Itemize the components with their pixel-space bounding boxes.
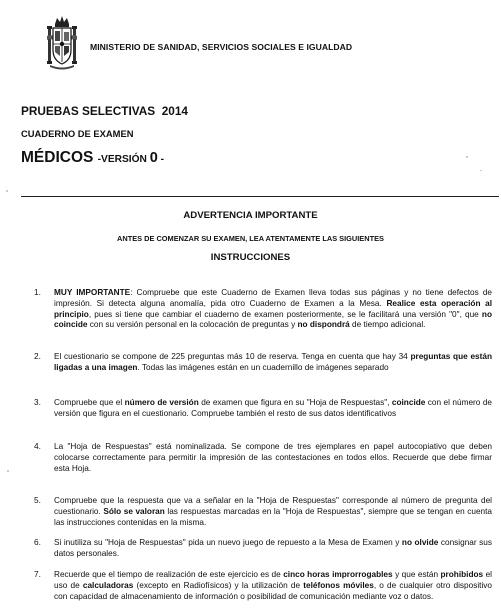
instruction-item: [34, 398, 492, 420]
specialty-name: MÉDICOS: [21, 149, 94, 166]
instruction-emphasis: MUY IMPORTANTE: [54, 288, 131, 297]
instruction-segment: Compruebe que la respuesta que va a señalar en la "Hoja de Respuestas" corresponde al número de pregunta del cuestionario.: [54, 496, 492, 516]
instruction-segment: (excepto en Radiofísicos) y la utilización de: [133, 580, 304, 590]
instruction-emphasis: Realice esta operación al principio: [54, 298, 492, 319]
instruction-segment: Si inutiliza su "Hoja de Respuestas" pida un nuevo juego de repuesto a la Mesa de Examen y: [54, 538, 402, 547]
instruction-item: [34, 442, 492, 474]
instruction-segment: de tiempo adicional.: [349, 320, 426, 330]
instruction-segment: El cuestionario se compone de 225 preguntas más 10 de reserva. Tenga en cuenta que hay 34: [54, 352, 411, 361]
instruction-item: [34, 352, 492, 374]
instruction-segment: consignar sus datos personales.: [54, 538, 492, 558]
scan-speck: [7, 470, 9, 472]
instruction-number: 6.: [34, 538, 41, 547]
instruction-emphasis: prohibidos: [440, 570, 484, 579]
instruction-emphasis: no coincide: [54, 309, 492, 330]
warning-subtitle: ANTES DE COMENZAR SU EXAMEN, LEA ATENTAMENTE LAS SIGUIENTES: [117, 234, 384, 243]
instruction-item: [34, 538, 492, 560]
instruction-item: [34, 288, 492, 331]
instruction-emphasis: no dispondrá: [297, 320, 350, 330]
instruction-number: 1.: [34, 288, 41, 297]
instructions-heading: INSTRUCCIONES: [210, 252, 291, 263]
instruction-emphasis: teléfonos móviles: [303, 580, 374, 590]
instruction-text: [54, 496, 492, 528]
instruction-emphasis: Sólo se valoran: [103, 506, 165, 516]
instruction-emphasis: calculadoras: [82, 580, 134, 590]
instruction-emphasis: preguntas que están ligadas a una imagen: [54, 352, 492, 372]
instruction-number: 3.: [34, 398, 41, 407]
booklet-label: CUADERNO DE EXAMEN: [21, 128, 134, 139]
instruction-segment: con el número de versión que figura en el cuestionario. Compruebe también el resto de sus datos identificativos: [54, 398, 493, 418]
instruction-emphasis: número de versión: [124, 398, 199, 407]
instruction-segment: las respuestas marcadas en la "Hoja de Respuestas", siempre que se tengan en cuenta las instrucciones contenidas en la misma.: [54, 506, 492, 527]
instruction-segment: . Todas las imágenes están en un cuadernillo de imágenes separado: [137, 362, 389, 372]
instruction-emphasis: cinco horas improrrogables: [283, 570, 393, 579]
instruction-segment: el uso de: [54, 570, 492, 590]
scan-speck: [6, 190, 8, 192]
instruction-number: 4.: [34, 442, 41, 451]
specialty-version-line: [21, 149, 164, 167]
instruction-emphasis: coincide: [391, 398, 426, 407]
scan-speck: [466, 156, 468, 158]
instruction-segment: Compruebe que el: [54, 398, 125, 407]
instruction-text: [54, 288, 492, 331]
scan-speck: [480, 170, 482, 171]
instruction-text: [54, 570, 492, 602]
instruction-item: [34, 496, 492, 528]
instruction-number: 5.: [34, 496, 41, 505]
instruction-number: 7.: [34, 570, 41, 579]
coat-of-arms-logo: [47, 14, 77, 72]
ministry-name: MINISTERIO DE SANIDAD, SERVICIOS SOCIALES E IGUALDAD: [90, 42, 353, 52]
instruction-segment: con su versión personal en la colocación de preguntas y: [87, 320, 298, 330]
instruction-text: [54, 352, 492, 374]
instruction-segment: : Compruebe que este Cuaderno de Examen lleva todas sus páginas y no tiene defectos de impresión. Si detecta alguna anomalía, pida otro Cuaderno de Examen a la Mesa.: [54, 288, 493, 308]
warning-title: ADVERTENCIA IMPORTANTE: [183, 210, 318, 221]
instruction-text: [54, 442, 492, 474]
instruction-segment: , pues si tiene que cambiar el cuaderno de examen posteriormente, se le facilitará una versión "0", que: [88, 309, 482, 319]
instruction-text: [54, 538, 492, 560]
instruction-segment: de examen que figura en su "Hoja de Respuestas",: [198, 398, 392, 407]
instruction-text: [54, 398, 492, 420]
instruction-segment: La "Hoja de Respuestas" está nominalizada. Se compone de tres ejemplares en papel autocopiativo que deben colocarse correctamente para permitir la impresión de las contestaciones en todos ellos. Recuerde que debe firmar esta Hoja.: [54, 442, 492, 473]
instruction-item: [34, 570, 492, 602]
version-label: -VERSIÓN 0 -: [97, 150, 165, 166]
instruction-segment: , o de cualquier otro dispositivo con capacidad de almacenamiento de información o posibilidad de comunicación mediante voz o datos.: [54, 580, 493, 601]
instruction-emphasis: no olvide: [401, 538, 439, 547]
exam-title: PRUEBAS SELECTIVAS 2014: [21, 104, 188, 118]
instruction-segment: Recuerde que el tiempo de realización de este ejercicio es de: [54, 570, 284, 579]
version-number: 0: [149, 150, 158, 166]
divider: [21, 196, 499, 197]
instruction-segment: y que están: [392, 570, 441, 579]
instruction-number: 2.: [34, 352, 41, 361]
